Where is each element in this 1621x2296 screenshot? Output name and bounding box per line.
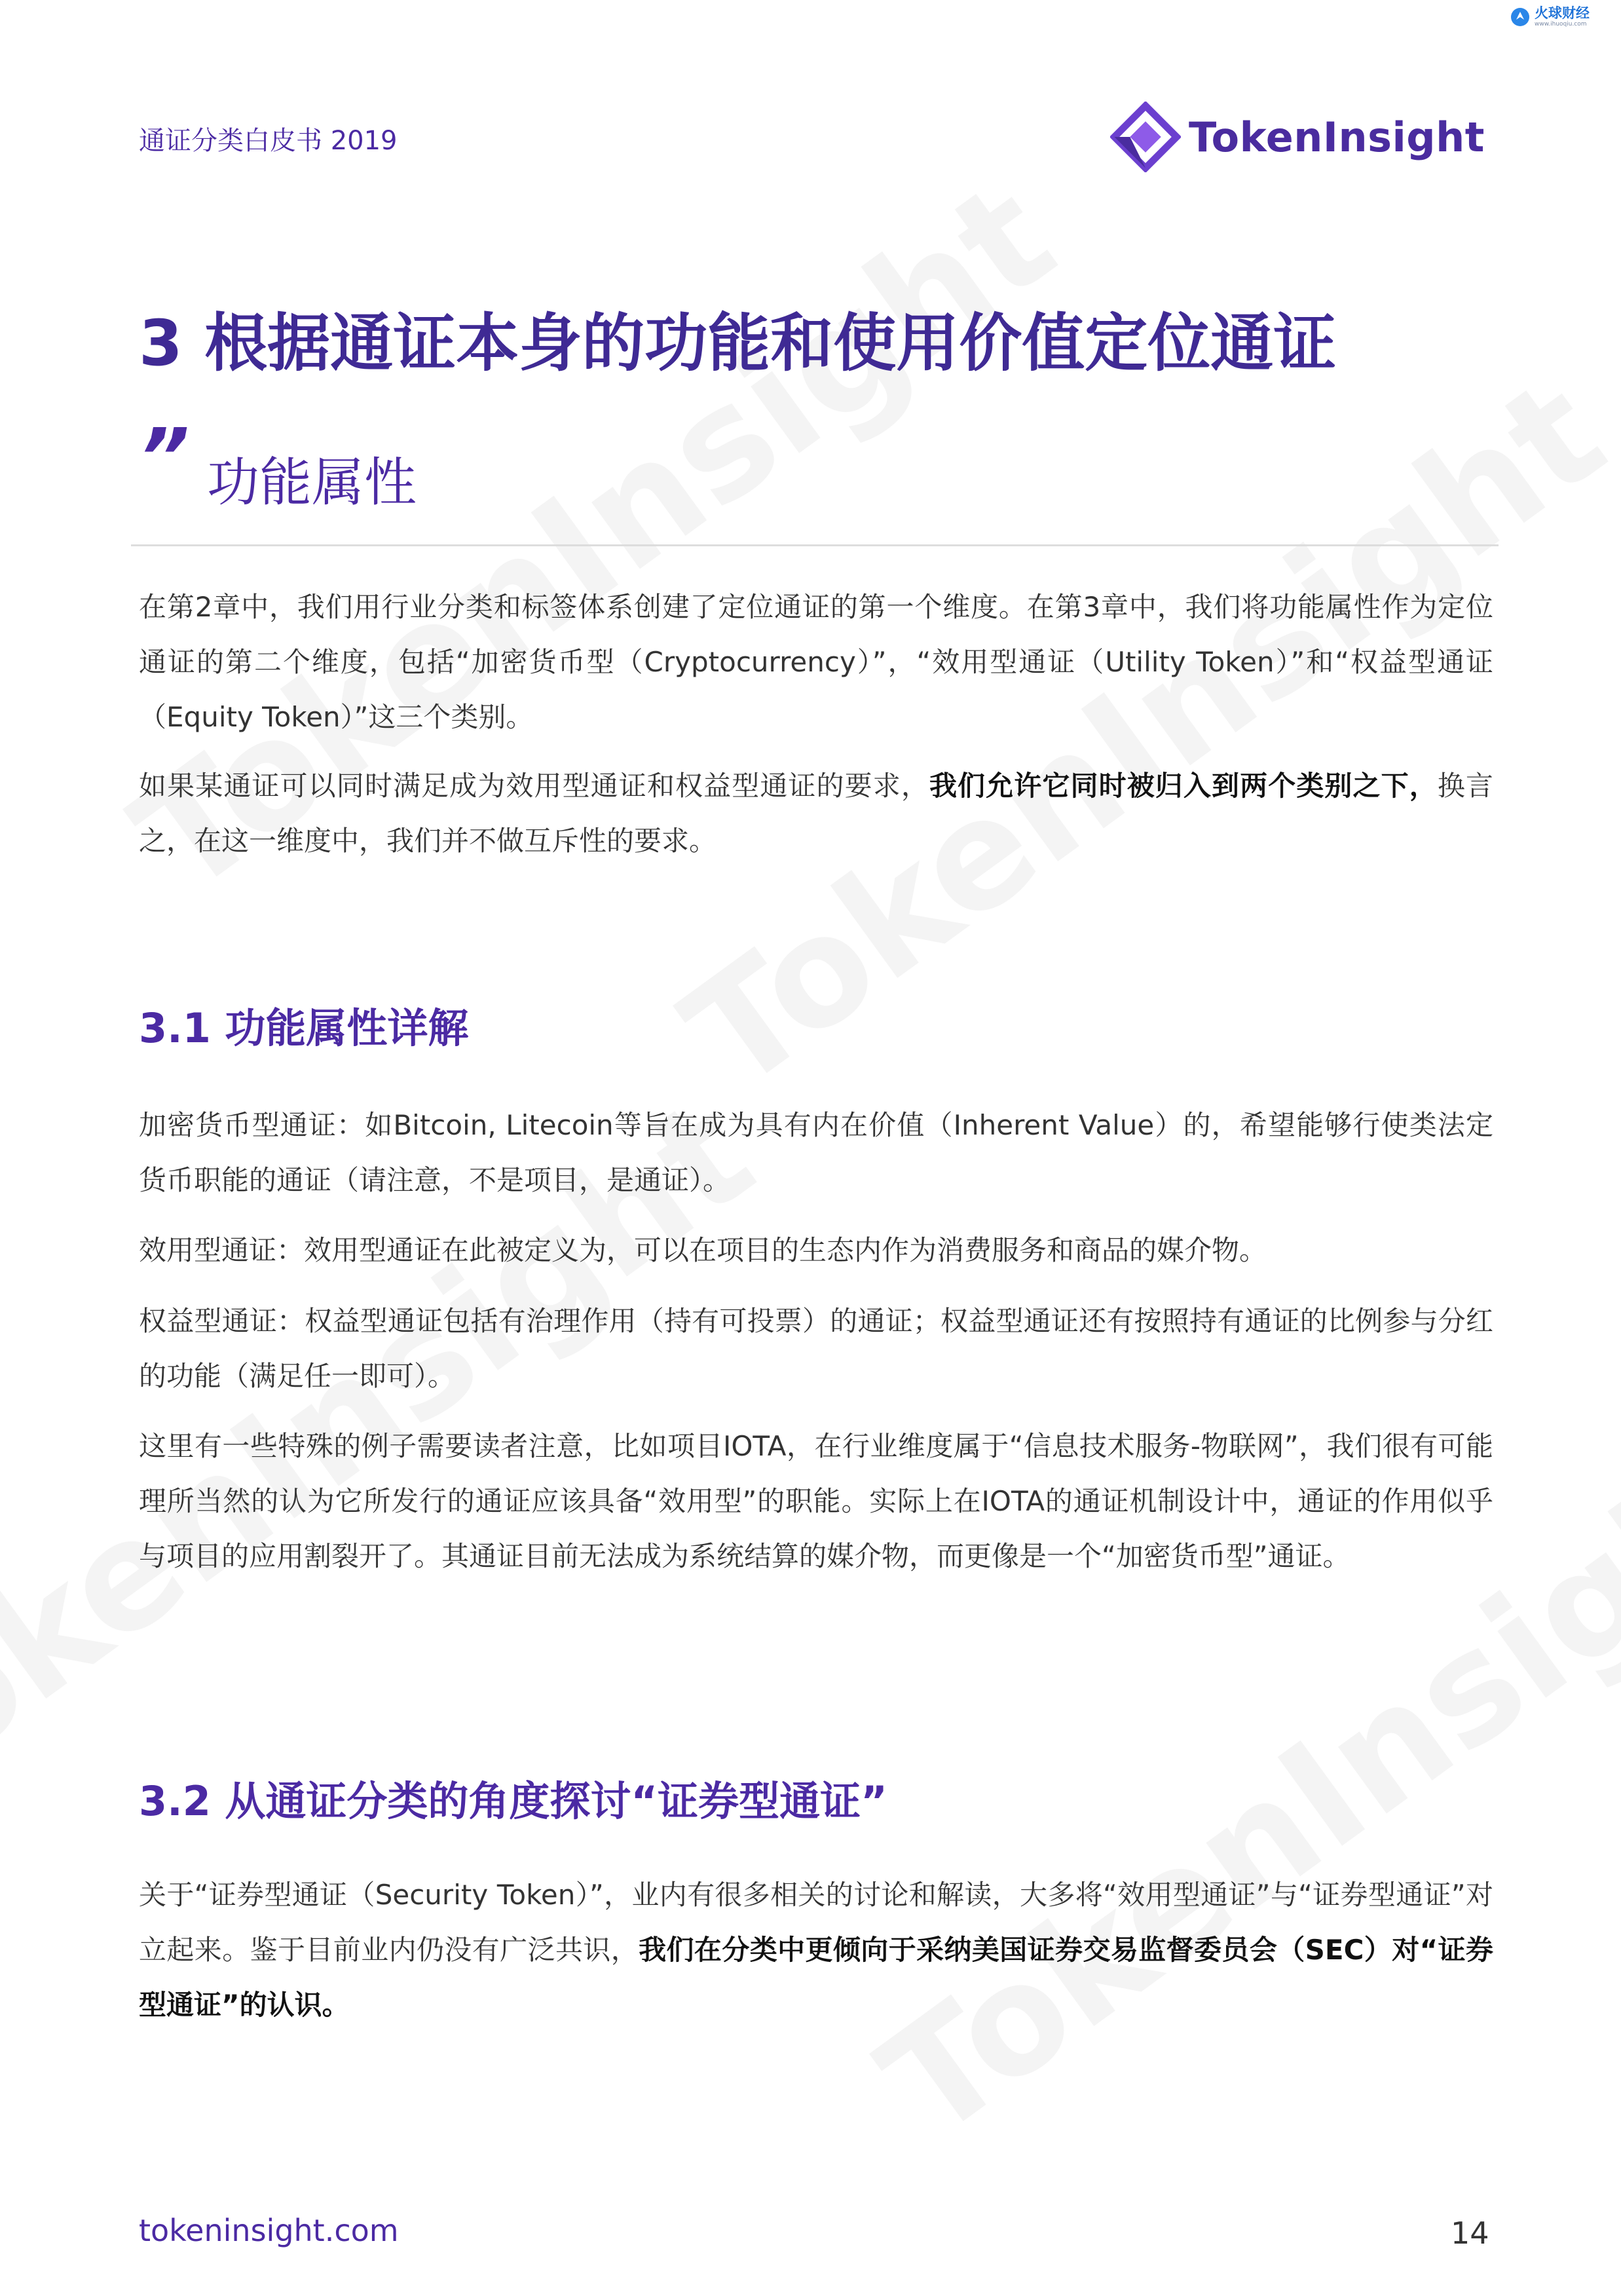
intro-p2-text-a: 如果某通证可以同时满足成为效用型通证和权益型通证的要求， — [139, 770, 929, 802]
section-3-1-paragraph-1: 加密货币型通证：如Bitcoin, Litecoin等旨在成为具有内在价值（Inherent Value）的，希望能够行使类法定货币职能的通证（请注意，不是项目，是通证）。 — [139, 1109, 1493, 1196]
intro-paragraph-2 — [139, 759, 1493, 869]
section-3-2-text-a: 关于“证券型通证（Security Token）”，业内有很多相关的讨论和解读，大多将“效用型通证”与“证券型通证”对立起来。鉴于目前业内仍没有广泛共识， — [139, 1879, 1493, 1966]
intro-p2-text-b: 换言之，在这一维度中，我们并不做互斥性的要求。 — [139, 770, 1493, 857]
footer-url[interactable]: tokeninsight.com — [139, 2213, 399, 2248]
brand-logo — [1110, 102, 1485, 172]
tokeninsight-logo-icon — [1110, 102, 1181, 172]
section-heading-3-2: 3.2 从通证分类的角度探讨“证券型通证” — [139, 1777, 887, 1825]
brand-name: TokenInsight — [1189, 113, 1485, 161]
section-3-2-bold: 我们在分类中更倾向于采纳美国证券交易监督委员会（SEC）对“证券型通证”的认识。 — [139, 1934, 1493, 2021]
divider — [131, 544, 1499, 546]
corner-logo-name: 火球财经 — [1535, 5, 1590, 21]
doc-title: 通证分类白皮书 2019 — [139, 126, 398, 156]
quote-mark: ” — [139, 413, 190, 504]
corner-logo-url: www.ihuoqiu.com — [1535, 21, 1587, 28]
fire-ball-logo-icon — [1510, 7, 1531, 28]
intro-p2-bold: 我们允许它同时被归入到两个类别之下， — [929, 770, 1438, 802]
corner-logo — [1510, 4, 1614, 30]
page-number: 14 — [1451, 2215, 1489, 2251]
section-kicker: 功能属性 — [207, 452, 417, 513]
section-3-2-paragraph-1 — [139, 1868, 1493, 2033]
section-3-1-paragraph-2: 效用型通证：效用型通证在此被定义为，可以在项目的生态内作为消费服务和商品的媒介物。 — [139, 1234, 1267, 1266]
section-heading-3-1: 3.1 功能属性详解 — [139, 1004, 469, 1052]
section-3-1-paragraph-3: 权益型通证：权益型通证包括有治理作用（持有可投票）的通证；权益型通证还有按照持有通证的比例参与分红的功能（满足任一即可）。 — [139, 1305, 1493, 1392]
chapter-title: 3 根据通证本身的功能和使用价值定位通证 — [139, 307, 1337, 380]
section-3-1-paragraph-4: 这里有一些特殊的例子需要读者注意，比如项目IOTA，在行业维度属于“信息技术服务-物联网”，我们很有可能理所当然的认为它所发行的通证应该具备“效用型”的职能。实际上在IOTA的通证机制设计中，通证的作用似乎与项目的应用割裂开了。其通证目前无法成为系统结算的媒介物，而更像是一个“加密货币型”通证。 — [139, 1430, 1493, 1572]
intro-paragraph-1: 在第2章中，我们用行业分类和标签体系创建了定位通证的第一个维度。在第3章中，我们将功能属性作为定位通证的第二个维度，包括“加密货币型（Cryptocurrency）”，“效用型通证（Utility Token）”和“权益型通证（Equity Token）”这三个类别。 — [139, 591, 1493, 733]
